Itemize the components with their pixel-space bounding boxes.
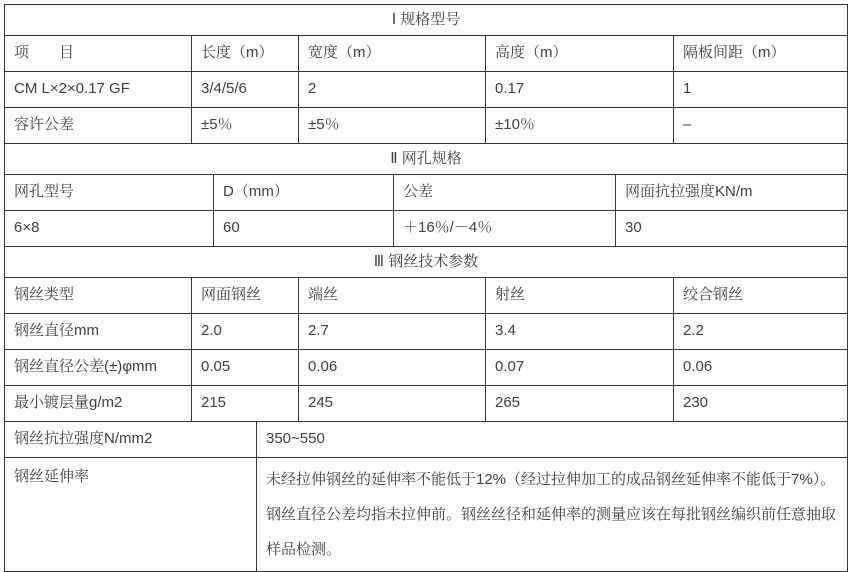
spec-table-section-4 [4,421,848,572]
col-header-wire-type: 钢丝类型 [5,278,192,314]
cell-min-coating-stranded: 230 [674,386,848,422]
cell-wire-dia-tol-stranded: 0.06 [674,350,848,386]
col-header-height: 高度（m） [486,36,674,72]
cell-min-coating-shot: 265 [486,386,674,422]
section-2-title: Ⅱ 网孔规格 [5,144,848,175]
cell-wire-diameter-label: 钢丝直径mm [5,314,192,350]
cell-tolerance-length: ±5％ [192,108,299,144]
table-row-tensile-strength [5,422,848,458]
cell-wire-dia-tol-edge: 0.06 [299,350,486,386]
col-header-shot-wire: 射丝 [486,278,674,314]
cell-wire-dia-tol-mesh: 0.05 [192,350,299,386]
cell-elongation-label: 钢丝延伸率 [5,458,257,572]
col-header-stranded-wire: 绞合钢丝 [674,278,848,314]
cell-tolerance-label: 容许公差 [5,108,192,144]
col-header-partition-spacing: 隔板间距（m） [674,36,848,72]
section-3-title-row [5,247,848,278]
cell-wire-diameter-mesh: 2.0 [192,314,299,350]
cell-wire-diameter-edge: 2.7 [299,314,486,350]
section-1-header-row [5,36,848,72]
cell-wire-dia-tol-label: 钢丝直径公差(±)φmm [5,350,192,386]
cell-mesh-d: 60 [214,211,394,247]
col-header-mesh-tolerance: 公差 [394,175,616,211]
table-row-wire-diameter [5,314,848,350]
table-row-wire-diameter-tolerance [5,350,848,386]
table-row-mesh [5,211,848,247]
spec-sheet [4,4,847,572]
cell-wire-diameter-stranded: 2.2 [674,314,848,350]
cell-tolerance-partition: – [674,108,848,144]
cell-tensile-strength-label: 钢丝抗拉强度N/mm2 [5,422,257,458]
cell-tolerance-width: ±5％ [299,108,486,144]
table-row-min-coating [5,386,848,422]
col-header-width: 宽度（m） [299,36,486,72]
col-header-length: 长度（m） [192,36,299,72]
cell-mesh-tensile-strength: 30 [616,211,848,247]
table-row-tolerance [5,108,848,144]
section-1-title: Ⅰ 规格型号 [5,5,848,36]
table-row-elongation [5,458,848,572]
col-header-edge-wire: 端丝 [299,278,486,314]
section-3-title: Ⅲ 钢丝技术参数 [5,247,848,278]
table-row-model [5,72,848,108]
cell-min-coating-label: 最小镀层量g/m2 [5,386,192,422]
cell-wire-dia-tol-shot: 0.07 [486,350,674,386]
cell-partition-spacing: 1 [674,72,848,108]
col-header-item: 项 目 [5,36,192,72]
spec-table-section-3 [4,246,848,422]
col-header-mesh-model: 网孔型号 [5,175,214,211]
cell-tensile-strength-value: 350~550 [257,422,848,458]
cell-elongation-note: 未经拉伸钢丝的延伸率不能低于12%（经过拉伸加工的成品钢丝延伸率不能低于7%）。钢丝直径公差均指未拉伸前。钢丝丝径和延伸率的测量应该在每批钢丝编织前任意抽取样品检测。 [257,458,848,572]
cell-tolerance-height: ±10％ [486,108,674,144]
section-2-header-row [5,175,848,211]
cell-height: 0.17 [486,72,674,108]
cell-wire-diameter-shot: 3.4 [486,314,674,350]
section-3-header-row [5,278,848,314]
cell-mesh-tolerance: ＋16％/－4％ [394,211,616,247]
col-header-mesh-wire: 网面钢丝 [192,278,299,314]
cell-mesh-model: 6×8 [5,211,214,247]
cell-length: 3/4/5/6 [192,72,299,108]
cell-min-coating-edge: 245 [299,386,486,422]
section-1-title-row [5,5,848,36]
spec-table-section-1 [4,4,848,144]
col-header-d-mm: D（mm） [214,175,394,211]
section-2-title-row [5,144,848,175]
cell-model: CM L×2×0.17 GF [5,72,192,108]
cell-width: 2 [299,72,486,108]
spec-table-section-2 [4,143,848,247]
col-header-mesh-tensile-strength: 网面抗拉强度KN/m [616,175,848,211]
cell-min-coating-mesh: 215 [192,386,299,422]
